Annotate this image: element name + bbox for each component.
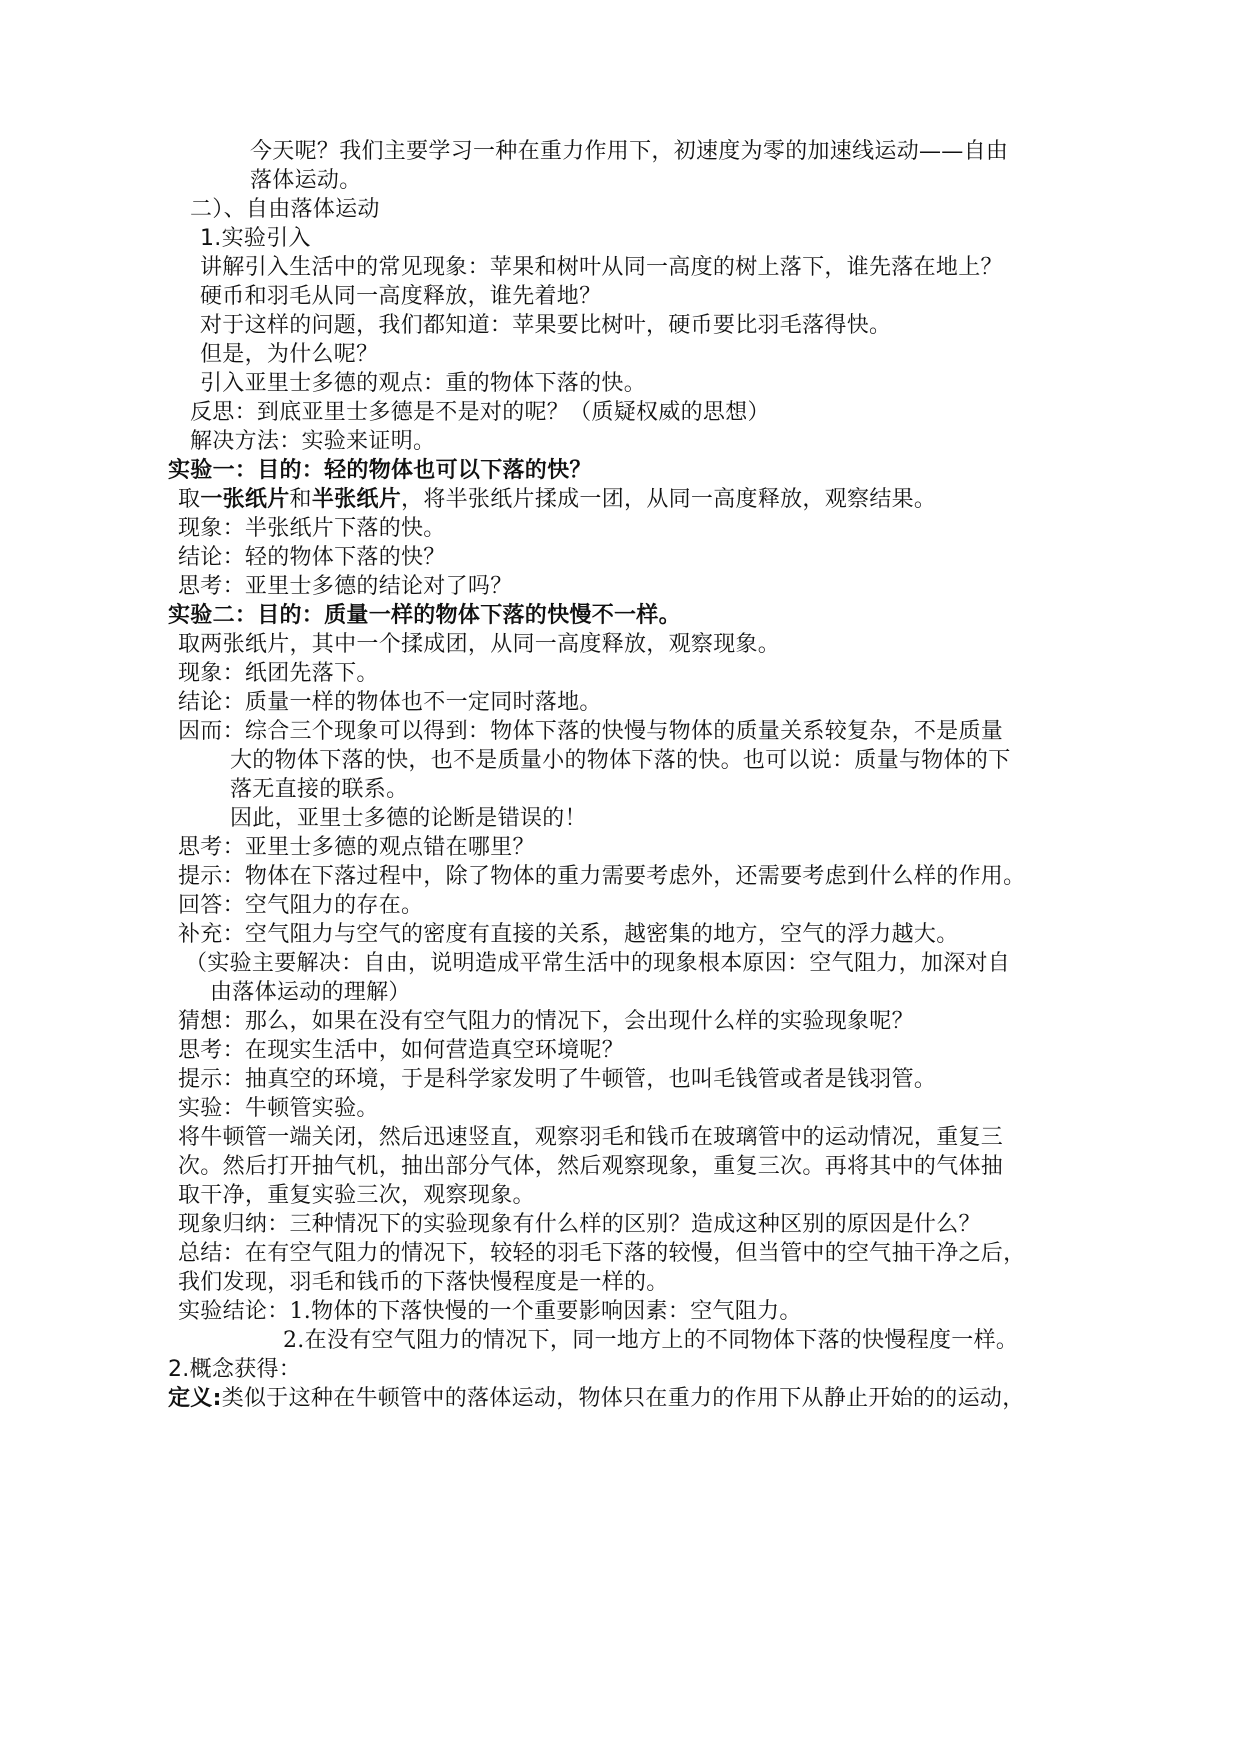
paragraph-line: 落体运动。 bbox=[250, 168, 362, 193]
paragraph-line: 现象：纸团先落下。 bbox=[178, 661, 379, 686]
paragraph-line: 大的物体下落的快，也不是质量小的物体下落的快。也可以说：质量与物体的下 bbox=[230, 748, 1011, 773]
paragraph-line: 思考：亚里士多德的观点错在哪里？ bbox=[178, 835, 535, 860]
paragraph-line: 思考：亚里士多德的结论对了吗？ bbox=[178, 574, 513, 599]
section-heading: 二）、自由落体运动 bbox=[190, 197, 380, 222]
paragraph-line: 次。然后打开抽气机，抽出部分气体，然后观察现象，重复三次。再将其中的气体抽 bbox=[178, 1154, 1004, 1179]
paragraph-line: 今天呢？我们主要学习一种在重力作用下，初速度为零的加速线运动——自由 bbox=[250, 139, 1009, 164]
paragraph-line: 由落体运动的理解） bbox=[210, 980, 411, 1005]
paragraph-line: 现象：半张纸片下落的快。 bbox=[178, 516, 446, 541]
paragraph-line: 2.在没有空气阻力的情况下，同一地方上的不同物体下落的快慢程度一样。 bbox=[283, 1328, 1019, 1353]
subsection-heading: 1.实验引入 bbox=[200, 226, 311, 251]
paragraph-line: 实验：牛顿管实验。 bbox=[178, 1096, 379, 1121]
paragraph-line: 总结：在有空气阻力的情况下，较轻的羽毛下落的较慢，但当管中的空气抽干净之后， bbox=[178, 1241, 1026, 1266]
text-run: 取 bbox=[178, 487, 201, 512]
paragraph-line: 取两张纸片，其中一个揉成团，从同一高度释放，观察现象。 bbox=[178, 632, 781, 657]
subsection-heading: 2.概念获得： bbox=[168, 1357, 302, 1382]
paragraph-line: 落无直接的联系。 bbox=[230, 777, 409, 802]
paragraph-line: 提示：抽真空的环境，于是科学家发明了牛顿管，也叫毛钱管或者是钱羽管。 bbox=[178, 1067, 937, 1092]
bold-run: 一张纸片 bbox=[200, 487, 290, 512]
paragraph-line: 实验结论：1.物体的下落快慢的一个重要影响因素：空气阻力。 bbox=[178, 1299, 802, 1324]
paragraph-line: 结论：轻的物体下落的快？ bbox=[178, 545, 446, 570]
definition-label: 定义: bbox=[168, 1386, 222, 1411]
paragraph-line: 对于这样的问题，我们都知道：苹果要比树叶，硬币要比羽毛落得快。 bbox=[200, 313, 892, 338]
experiment-2-heading: 实验二：目的：质量一样的物体下落的快慢不一样。 bbox=[168, 603, 681, 628]
paragraph-line: 因此，亚里士多德的论断是错误的！ bbox=[230, 806, 587, 831]
experiment-1-heading: 实验一：目的：轻的物体也可以下落的快？ bbox=[168, 458, 592, 483]
paragraph-line: 结论：质量一样的物体也不一定同时落地。 bbox=[178, 690, 602, 715]
bold-run: 半张纸片 bbox=[311, 487, 402, 512]
definition-text: 类似于这种在牛顿管中的落体运动，物体只在重力的作用下从静止开始的的运动， bbox=[221, 1386, 1025, 1411]
paragraph-line: 将牛顿管一端关闭，然后迅速竖直，观察羽毛和钱币在玻璃管中的运动情况，重复三 bbox=[178, 1125, 1004, 1150]
paragraph-line: 因而：综合三个现象可以得到：物体下落的快慢与物体的质量关系较复杂，不是质量 bbox=[178, 719, 1004, 744]
paragraph-line: 硬币和羽毛从同一高度释放，谁先着地？ bbox=[200, 284, 602, 309]
text-run: ，将半张纸片揉成一团，从同一高度释放，观察结果。 bbox=[401, 487, 937, 512]
paragraph-line: 猜想：那么，如果在没有空气阻力的情况下，会出现什么样的实验现象呢？ bbox=[178, 1009, 914, 1034]
paragraph-line: 现象归纳：三种情况下的实验现象有什么样的区别？造成这种区别的原因是什么？ bbox=[178, 1212, 981, 1237]
paragraph-line: 解决方法：实验来证明。 bbox=[190, 429, 436, 454]
paragraph-line: 提示：物体在下落过程中，除了物体的重力需要考虑外，还需要考虑到什么样的作用。 bbox=[178, 864, 1026, 889]
paragraph-line: 回答：空气阻力的存在。 bbox=[178, 893, 424, 918]
paragraph-line: 反思：到底亚里士多德是不是对的呢？（质疑权威的思想） bbox=[190, 400, 770, 425]
paragraph-line: 我们发现，羽毛和钱币的下落快慢程度是一样的。 bbox=[178, 1270, 669, 1295]
paragraph-line: 取干净，重复实验三次，观察现象。 bbox=[178, 1183, 535, 1208]
paragraph-line bbox=[178, 485, 936, 515]
paragraph-line: 引入亚里士多德的观点：重的物体下落的快。 bbox=[200, 371, 647, 396]
paragraph-line: 但是，为什么呢？ bbox=[200, 342, 379, 367]
paragraph-line: 思考：在现实生活中，如何营造真空环境呢？ bbox=[178, 1038, 625, 1063]
paragraph-line: 讲解引入生活中的常见现象：苹果和树叶从同一高度的树上落下，谁先落在地上？ bbox=[200, 255, 1003, 280]
paragraph-line: （实验主要解决：自由，说明造成平常生活中的现象根本原因：空气阻力，加深对自 bbox=[185, 951, 1011, 976]
definition-line bbox=[168, 1384, 1025, 1414]
paragraph-line: 补充：空气阻力与空气的密度有直接的关系，越密集的地方，空气的浮力越大。 bbox=[178, 922, 959, 947]
text-run: 和 bbox=[289, 487, 312, 512]
